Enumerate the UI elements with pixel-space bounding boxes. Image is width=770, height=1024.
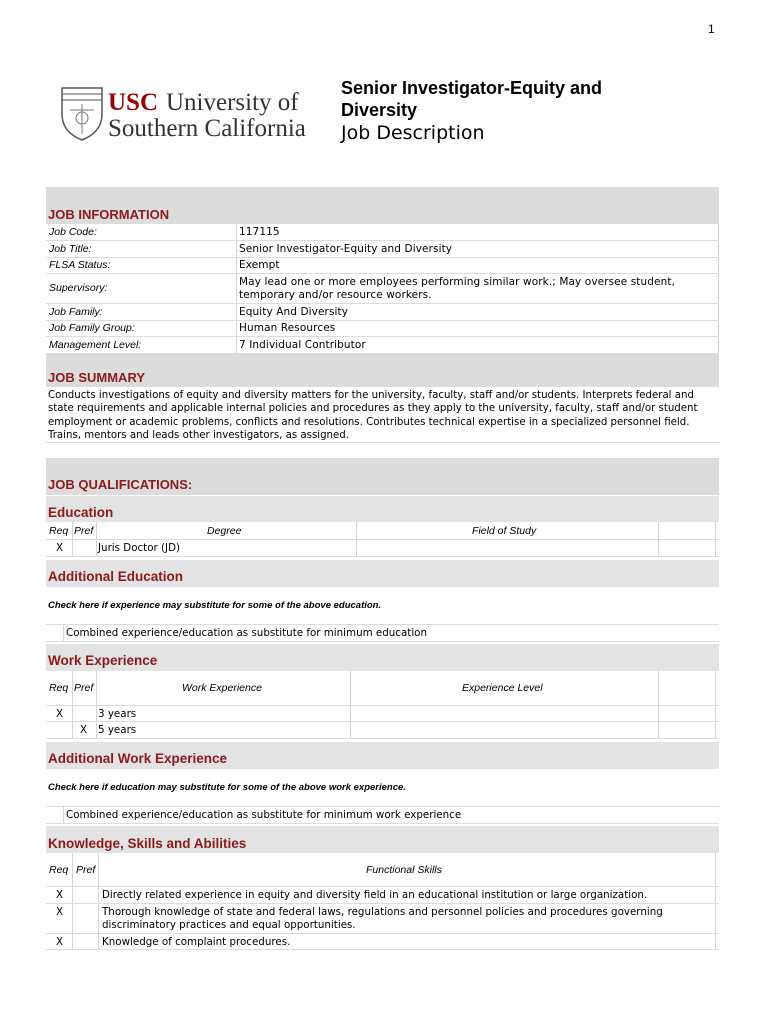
education-req-cell: X [56,542,64,554]
management-level-label: Management Level: [49,339,142,351]
flsa-status-label: FLSA Status: [49,259,111,271]
work-row1-years: 3 years [98,708,137,720]
job-description-subtitle: Job Description [341,122,485,144]
work-experience-heading: Work Experience [48,653,158,668]
ksa-req-header: Req [49,864,69,876]
usc-seal-icon [58,84,330,144]
job-summary-heading: JOB SUMMARY [48,370,146,385]
job-title-label: Job Title: [49,243,92,255]
supervisory-label: Supervisory: [49,282,108,294]
job-family-group-label: Job Family Group: [49,322,135,334]
work-pref-header: Pref [74,682,94,694]
experience-level-header: Experience Level [462,682,543,694]
flsa-status-value: Exempt [239,259,280,271]
job-code-label: Job Code: [49,226,97,238]
work-row1-req: X [56,708,64,720]
svg-text:Southern California: Southern California [108,115,306,142]
svg-text:University of: University of [166,89,299,116]
education-heading: Education [48,505,114,520]
ksa-row3-req: X [56,936,64,948]
additional-education-heading: Additional Education [48,569,183,584]
ksa-row2-skill: Thorough knowledge of state and federal laws, regulations and personnel policies and procedures governing discriminatory practices and equal opportunities. [102,906,663,932]
work-experience-header: Work Experience [182,682,262,694]
ksa-row2-req: X [56,906,64,918]
usc-logo [58,84,330,144]
education-field-header: Field of Study [472,525,537,537]
supervisory-value: May lead one or more employees performing similar work.; May oversee student, temporary and/or resource workers. [239,276,676,302]
management-level-value: 7 Individual Contributor [239,339,366,351]
education-req-header: Req [49,525,69,537]
ksa-pref-header: Pref [76,864,96,876]
work-substitute-text: Combined experience/education as substitute for minimum work experience [66,809,462,821]
work-row2-pref: X [80,724,88,736]
ksa-row3-skill: Knowledge of complaint procedures. [102,936,291,948]
job-summary-text: Conducts investigations of equity and diversity matters for the university, faculty, staff and/or students. Interprets federal and state requirements and applicable internal policies and procedures as they apply to the university, faculty, staff and/or student employment or academic problems, conflicts and resolutions. Contributes technical expertise in a specialized personnel field. Trains, mentors and leads other investigators, as assigned. [48,390,698,441]
job-information-heading: JOB INFORMATION [48,207,170,222]
job-family-value: Equity And Diversity [239,306,349,318]
job-family-group-value: Human Resources [239,322,336,334]
job-qualifications-heading: JOB QUALIFICATIONS: [48,477,193,492]
job-family-label: Job Family: [49,306,103,318]
work-substitute-check-text: Check here if education may substitute for some of the above work experience. [48,782,406,793]
education-degree-header: Degree [207,525,242,537]
ksa-skills-header: Functional Skills [366,864,442,876]
additional-work-experience-heading: Additional Work Experience [48,751,228,766]
education-degree-cell: Juris Doctor (JD) [98,542,181,554]
job-title-heading: Senior Investigator-Equity and Diversity [341,78,603,120]
page-number: 1 [708,22,715,36]
education-substitute-check-text: Check here if experience may substitute for some of the above education. [48,600,382,611]
job-code-value: 117115 [239,226,280,238]
work-row2-years: 5 years [98,724,137,736]
education-substitute-text: Combined experience/education as substitute for minimum education [66,627,427,639]
job-summary-band [46,354,719,387]
ksa-heading: Knowledge, Skills and Abilities [48,836,247,851]
work-req-header: Req [49,682,69,694]
job-title-value: Senior Investigator-Equity and Diversity [239,243,453,255]
svg-text:USC: USC [108,89,159,116]
ksa-row1-req: X [56,889,64,901]
education-band [46,496,719,522]
ksa-row1-skill: Directly related experience in equity and diversity field in an educational institution or large organization. [102,889,648,901]
education-pref-header: Pref [74,525,94,537]
